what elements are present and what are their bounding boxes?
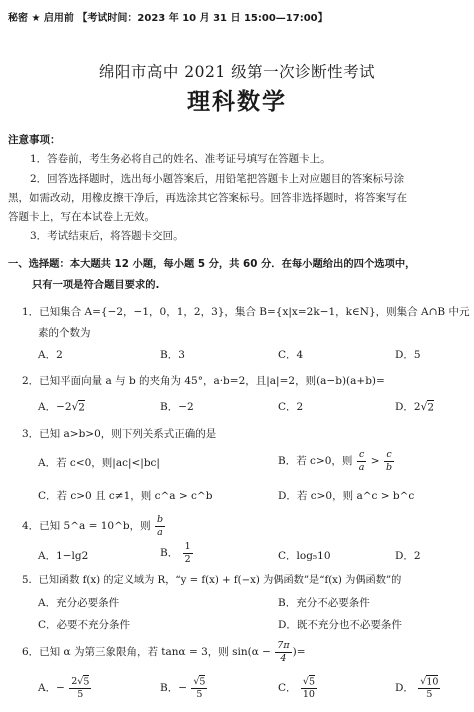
q1-stem-b: 素的个数为: [38, 327, 91, 339]
q3-option-b: B．若 c>0，则 $\frac{c}{a}$ > $\frac{c}{b}$: [278, 449, 393, 473]
q1-option-d: D．5: [395, 349, 421, 361]
notice-line-1: 1．答卷前，考生务必将自己的姓名、准考证号填写在答题卡上。: [30, 153, 331, 165]
notice-line-2c: 答题卡上，写在本试卷上无效。: [8, 211, 155, 223]
notice-line-2a: 2．回答选择题时，选出每小题答案后，用铅笔把答题卡上对应题目的答案标号涂: [30, 173, 405, 185]
q4-option-c: C．log₅10: [278, 550, 331, 562]
q3-option-a: A．若 c<0，则|ac|<|bc|: [38, 457, 160, 469]
section-instructions-line-1: 一、选择题：本大题共 12 小题，每小题 5 分，共 60 分．在每小题给出的四个选项中，: [8, 258, 416, 270]
section-instructions-line-2: 只有一项是符合题目要求的.: [32, 279, 160, 291]
q6-option-a: A．− $\frac{2√5}{5}$: [38, 676, 90, 700]
q5-option-d: D．既不充分也不必要条件: [278, 619, 402, 631]
q2-option-b: B．−2: [160, 401, 194, 413]
q1-option-b: B．3: [160, 349, 185, 361]
fraction: $\frac{√10}{5}$: [420, 676, 439, 700]
notice-heading: 注意事项：: [8, 134, 61, 146]
q4-option-d: D．2: [395, 550, 421, 562]
q2-option-c: C．2: [278, 401, 304, 413]
sqrt-sign: √: [71, 401, 79, 413]
sqrt-sign: √: [420, 401, 428, 413]
notice-line-2b: 黑，如需改动，用橡皮擦干净后，再选涂其它答案标号。回答非选择题时，将答案写在: [8, 192, 407, 204]
q3-option-c: C．若 c>0 且 c≠1，则 c^a > c^b: [38, 490, 213, 502]
fraction: $\frac{√5}{5}$: [193, 676, 206, 700]
fraction: $\frac{√5}{10}$: [302, 676, 315, 700]
q3-stem: 3．已知 a>b>0，则下列关系式正确的是: [22, 428, 217, 440]
q4-option-b: B． $\frac{1}{2}$: [160, 541, 191, 565]
q2-stem: 2．已知平面向量 a 与 b 的夹角为 45°，a·b=2，且|a|=2，则(a−b)(a+b)=: [22, 375, 385, 387]
q1-option-c: C．4: [278, 349, 304, 361]
q5-option-a: A．充分必要条件: [38, 597, 120, 609]
q2-option-a: A．−2√2: [38, 401, 85, 413]
q5-option-b: B．充分不必要条件: [278, 597, 370, 609]
q1-option-a: A．2: [38, 349, 63, 361]
exam-header: 秘密 ★ 启用前 【考试时间：2023 年 10 月 31 日 15:00—17:00】: [8, 13, 328, 24]
q2-option-d: D．2√2: [395, 401, 434, 413]
q5-option-c: C．必要不充分条件: [38, 619, 131, 631]
fraction: $\frac{c}{a}$: [358, 449, 365, 473]
q3-option-d: D．若 c>0，则 a^c > b^c: [278, 490, 415, 502]
notice-line-3: 3．考试结束后，将答题卡交回。: [30, 230, 184, 242]
q5-stem: 5．已知函数 f(x) 的定义域为 R，“y = f(x) + f(−x) 为偶函数”是“f(x) 为偶函数”的: [22, 575, 402, 586]
fraction: $\frac{2√5}{5}$: [71, 676, 90, 700]
fraction: $\frac{b}{a}$: [156, 514, 164, 538]
q6-option-b: B．− $\frac{√5}{5}$: [160, 676, 206, 700]
q4-option-a: A．1−lg2: [38, 550, 89, 562]
fraction: $\frac{7\pi}{4}$: [277, 640, 290, 664]
q6-option-d: D． $\frac{√10}{5}$: [395, 676, 439, 700]
q1-stem-a: 1．已知集合 A={−2，−1，0，1，2，3}，集合 B={x|x=2k−1，k∈N}，则集合 A∩B 中元: [22, 306, 470, 318]
q4-stem: 4．已知 5^a = 10^b，则 $\frac{b}{a}$: [22, 514, 164, 538]
exam-title: 绵阳市高中 2021 级第一次诊断性考试: [98, 63, 376, 81]
fraction: $\frac{1}{2}$: [184, 541, 191, 565]
exam-subject-title: 理科数学: [187, 88, 287, 115]
q6-stem: 6．已知 α 为第三象限角，若 tanα = 3，则 sin(α − $\frac{7\pi}{4}$ )=: [22, 640, 306, 664]
q6-option-c: C． $\frac{√5}{10}$: [278, 676, 315, 700]
fraction: $\frac{c}{b}$: [385, 449, 393, 473]
